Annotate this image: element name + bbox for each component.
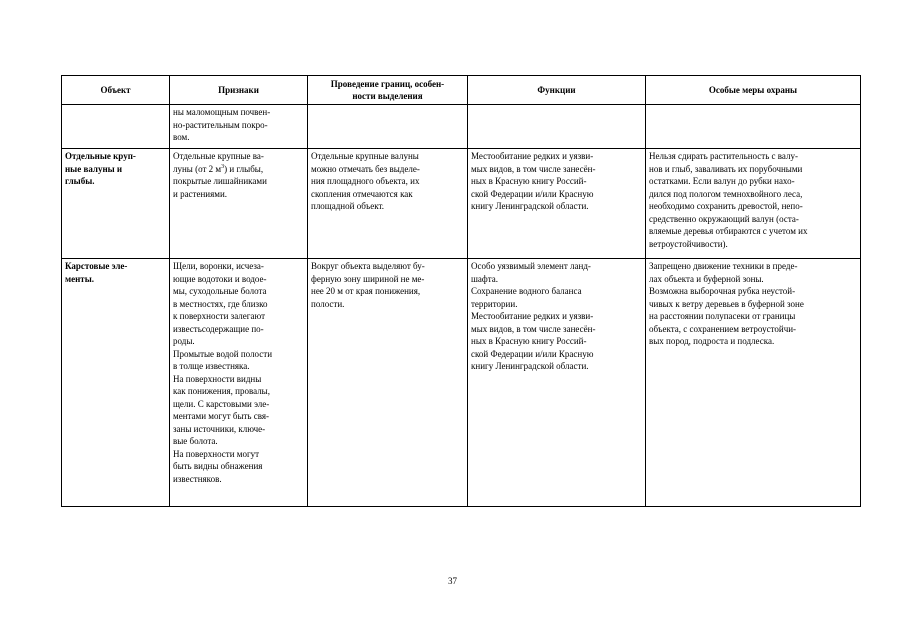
- text-line: остатками. Если валун до рубки нахо-: [649, 176, 795, 186]
- text-line: площадной объект.: [311, 201, 384, 211]
- text-line: книгу Ленинградской области.: [471, 361, 589, 371]
- table-row: [62, 259, 861, 507]
- text-line: ния площадного объекта, их: [311, 176, 420, 186]
- text-line: необходимо сохранить древостой, непо-: [649, 201, 803, 211]
- text-line: Отдельные крупные ва-: [173, 151, 264, 161]
- text-line: заны источники, ключе-: [173, 423, 266, 434]
- header-signs: Признаки: [170, 76, 308, 105]
- text-line: ющие водотоки и водое-: [173, 273, 267, 284]
- cell-functions: [468, 105, 646, 149]
- text-line: ны маломощным почвен-: [173, 107, 271, 117]
- text-line: объекта, с сохранением ветроустойчи-: [649, 323, 797, 334]
- text-line: Карстовые эле-: [65, 261, 128, 271]
- text-line: в местностях, где близко: [173, 298, 268, 309]
- text-line: нов и глыб, заваливать их порубочными: [649, 163, 803, 174]
- text-line: к поверхности залегают: [173, 311, 266, 321]
- table-row: [62, 149, 861, 259]
- text-line: чивых к ветру деревьев в буферной зоне: [649, 298, 804, 309]
- text-fragment: ) и глыбы,: [224, 163, 264, 174]
- text-line: но-растительным покро-: [173, 119, 268, 130]
- text-line: вых пород, подроста и подлеска.: [649, 336, 775, 346]
- protection-measures-table: [61, 75, 861, 507]
- text-line: Возможна выборочная рубка неустой-: [649, 286, 796, 296]
- text-line: можно отмечать без выделе-: [311, 163, 420, 174]
- text-line: ментами могут быть свя-: [173, 411, 270, 421]
- text-line: дился под пологом темнохвойного леса,: [649, 188, 803, 199]
- text-line: Щели, воронки, исчеза-: [173, 261, 264, 271]
- text-line: книгу Ленинградской области.: [471, 201, 589, 211]
- text-line: вом.: [173, 132, 190, 142]
- text-line: На поверхности могут: [173, 448, 260, 459]
- text-line: [173, 163, 305, 176]
- table-header-row: [62, 76, 861, 105]
- cell-measures: [646, 259, 861, 507]
- header-measures: Особые меры охраны: [646, 76, 861, 105]
- cell-functions: [468, 149, 646, 259]
- text-line: щели. С карстовыми эле-: [173, 398, 270, 409]
- text-fragment: луны (от 2 м: [173, 163, 222, 174]
- text-line: Сохранение водного баланса: [471, 286, 582, 296]
- text-line: ные валуны и: [65, 163, 123, 174]
- text-line: скопления отмечаются как: [311, 188, 413, 199]
- header-functions: Функции: [468, 76, 646, 105]
- cell-object: [62, 259, 170, 507]
- text-line: и растениями.: [173, 188, 228, 199]
- text-line: полости.: [311, 298, 345, 309]
- cell-signs: [170, 259, 308, 507]
- text-line: глыбы.: [65, 176, 95, 186]
- text-line: быть видны обнажения: [173, 461, 263, 471]
- text-line: территории.: [471, 298, 518, 309]
- header-boundaries: Проведение границ, особен- ности выделения: [308, 76, 468, 105]
- cell-boundaries: [308, 259, 468, 507]
- text-line: покрытые лишайниками: [173, 176, 267, 186]
- cell-object: [62, 105, 170, 149]
- text-line: мых видов, в том числе занесён-: [471, 163, 596, 174]
- text-line: Вокруг объекта выделяют бу-: [311, 261, 425, 271]
- text-line: ных в Красную книгу Россий-: [471, 176, 587, 186]
- text-line: Отдельные круп-: [65, 151, 136, 161]
- text-line: вые болота.: [173, 436, 218, 446]
- cell-functions: [468, 259, 646, 507]
- cell-signs: [170, 149, 308, 259]
- cell-object: [62, 149, 170, 259]
- text-line: На поверхности видны: [173, 373, 262, 384]
- text-line: нее 20 м от края понижения,: [311, 286, 421, 296]
- text-line: средственно окружающий валун (оста-: [649, 213, 799, 224]
- text-line: как понижения, провалы,: [173, 386, 270, 396]
- text-line: мы, суходольные болота: [173, 286, 267, 296]
- text-line: ферную зону шириной не ме-: [311, 273, 425, 284]
- text-line: известьсодержащие по-: [173, 323, 264, 334]
- text-line: вляемые деревья отбираются с учетом их: [649, 226, 808, 236]
- text-line: ской Федерации и/или Красную: [471, 188, 594, 199]
- text-line: на расстоянии полупасеки от границы: [649, 311, 796, 321]
- cell-measures: [646, 105, 861, 149]
- cell-measures: [646, 149, 861, 259]
- text-line: известняков.: [173, 473, 222, 484]
- header-object: Объект: [62, 76, 170, 105]
- page-number: 37: [448, 576, 457, 586]
- text-line: Нельзя сдирать растительность с валу-: [649, 151, 798, 161]
- table-row: [62, 105, 861, 149]
- text-line: Особо уязвимый элемент ланд-: [471, 261, 591, 271]
- cell-boundaries: [308, 105, 468, 149]
- text-line: роды.: [173, 336, 195, 346]
- text-line: мых видов, в том числе занесён-: [471, 323, 596, 334]
- text-line: Местообитание редких и уязви-: [471, 151, 594, 161]
- cell-boundaries: [308, 149, 468, 259]
- text-line: в толще известняка.: [173, 361, 250, 371]
- text-line: менты.: [65, 273, 95, 284]
- text-line: Отдельные крупные валуны: [311, 151, 419, 161]
- cell-signs: [170, 105, 308, 149]
- text-line: ных в Красную книгу Россий-: [471, 336, 587, 346]
- text-line: ветроустойчивости).: [649, 238, 728, 249]
- text-line: лах объекта и буферной зоны.: [649, 273, 764, 284]
- text-line: Промытые водой полости: [173, 348, 273, 359]
- text-line: Запрещено движение техники в преде-: [649, 261, 798, 271]
- superscript: 3: [221, 163, 225, 170]
- text-line: Местообитание редких и уязви-: [471, 311, 594, 321]
- text-line: ской Федерации и/или Красную: [471, 348, 594, 359]
- text-line: шафта.: [471, 273, 499, 284]
